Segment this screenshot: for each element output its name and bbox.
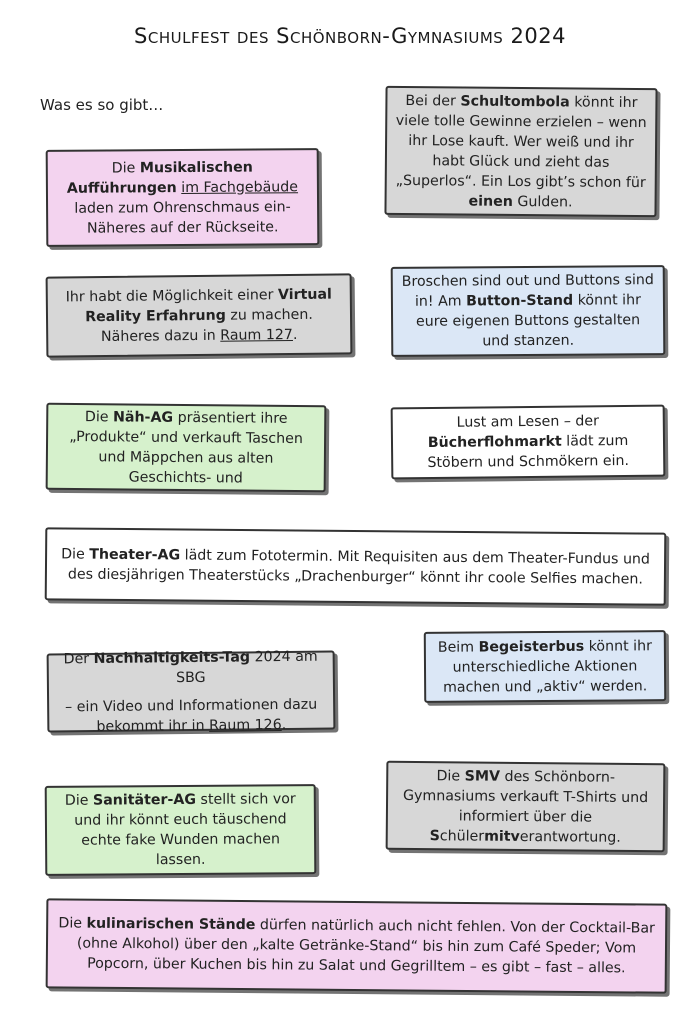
card-nachhaltigkeits-tag-line2: – ein Video und Informationen dazu bekommt ihr in Raum 126. [65, 696, 318, 735]
card-tombola [384, 86, 657, 217]
card-musik [46, 148, 320, 247]
page-title: Schulfest des Schönborn-Gymnasiums 2024 [134, 24, 566, 48]
card-kulinarische-staende-text: Die kulinarischen Stände dürfen natürlich auch nicht fehlen. Von der Cocktail-Bar (ohne Alkohol) über den „kalte Getränke-Stand“ bis hin zum Café Speder; Vom Popcorn, über Kuchen bis hin zu Salat und Gegrilltem – es gibt – fast – alles. [58, 915, 655, 977]
card-sanitaeter-ag [45, 784, 317, 876]
card-buecherflohmarkt-text: Lust am Lesen – der Bücherflohmarkt lädt zum Stöbern und Schmökern ein. [427, 413, 630, 472]
card-musik-text: Die Musikalischen Aufführungen im Fachgebäude laden zum Ohrenschmaus ein- Näheres auf der Rückseite. [66, 159, 299, 237]
card-sanitaeter-ag-text: Die Sanitäter-AG stellt sich vor und ihr könnt euch täuschend echte fake Wunden machen lassen. [64, 791, 296, 869]
card-button-stand-text: Broschen sind out und Buttons sind in! Am Button-Stand könnt ihr eure eigenen Buttons gestalten und stanzen. [401, 272, 654, 350]
section-intro: Was es so gibt… [40, 96, 164, 114]
card-nachhaltigkeits-tag [47, 648, 336, 735]
card-begeisterbus [424, 630, 666, 703]
card-nachhaltigkeits-tag-line1: Der Nachhaltigkeits-Tag 2024 am SBG [63, 648, 318, 686]
card-buecherflohmarkt [391, 405, 666, 480]
card-naeh-ag-text: Die Näh-AG präsentiert ihre „Produkte“ und verkauft Taschen und Mäppchen aus alten Geschichts- und [69, 408, 303, 486]
card-theater-ag [45, 527, 667, 605]
card-kulinarische-staende [46, 898, 668, 993]
card-smv-text: Die SMV des Schönborn-Gymnasiums verkauft T-Shirts und informiert über die Schülermitverantwortung. [402, 767, 649, 846]
card-naeh-ag [46, 403, 327, 492]
card-begeisterbus-text: Beim Begeisterbus könnt ihr unterschiedliche Aktionen machen und „aktiv“ werden. [437, 637, 652, 696]
card-vr-text: Ihr habt die Möglichkeit einer Virtual Reality Erfahrung zu machen. Näheres dazu in Raum 127. [65, 286, 332, 345]
card-button-stand [391, 265, 666, 357]
card-smv [386, 761, 666, 852]
card-theater-ag-text: Die Theater-AG lädt zum Fototermin. Mit Requisiten aus dem Theater-Fundus und des diesjährigen Theaterstücks „Drachenburger“ könnt ihr coole Selfies machen. [61, 545, 651, 588]
card-vr [46, 273, 353, 357]
card-tombola-text: Bei der Schultombola könnt ihr viele tolle Gewinne erzielen – wenn ihr Lose kauft. Wer weiß und ihr habt Glück und zieht das „Superlos“. Ein Los gibt’s schon für einen Gulden. [395, 92, 647, 210]
